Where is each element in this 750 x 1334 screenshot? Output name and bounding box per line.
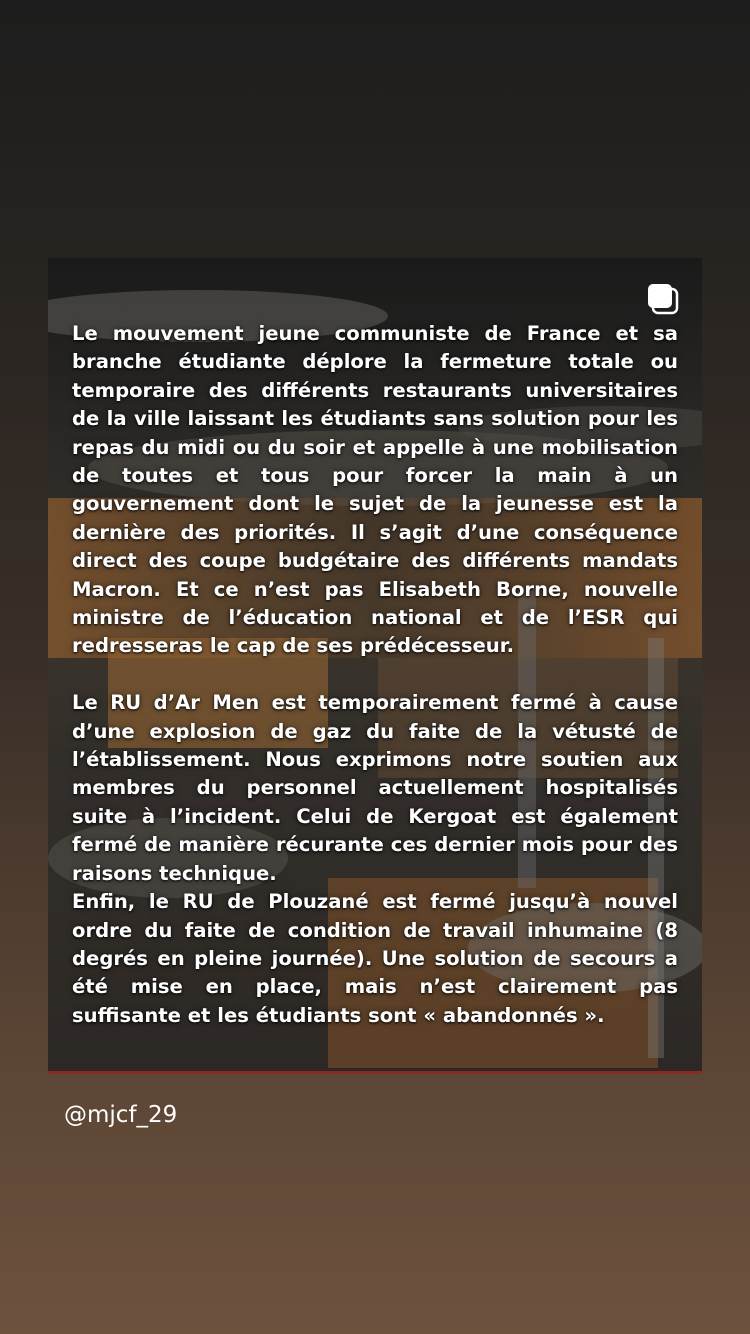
post-paragraph: Le RU d’Ar Men est temporairement fermé à cause d’une explosion de gaz du faite de la vétusté de l’établissement. Nous exprimons notre soutien aux membres du personnel actuellement hospitalisés suite à l’incident. Celui de Kergoat est également fermé de manière récurante ces dernier mois pour des raisons technique. [72, 691, 678, 885]
post-paragraph: Enfin, le RU de Plouzané est fermé jusqu’à nouvel ordre du faite de condition de travail inhumaine (8 degrés en pleine journée). Une solution de secours a été mise en place, mais n’est clairement pas suffisante et les étudiants sont « abandonnés ». [72, 890, 678, 1027]
shared-post-card[interactable] [48, 258, 702, 1074]
mention-sticker[interactable]: @mjcf_29 [64, 1102, 178, 1128]
post-text [72, 320, 678, 1030]
multiple-images-icon [646, 282, 680, 316]
post-paragraph: Le mouvement jeune communiste de France et sa branche étudiante déplore la fermeture totale ou temporaire des différents restaurants universitaires de la ville laissant les étudiants sans solution pour les repas du midi ou du soir et appelle à une mobilisation de toutes et tous pour forcer la main à un gouvernement dont le sujet de la jeunesse est la dernière des priorités. Il s’agit d’une conséquence direct des coupe budgétaire des différents mandats Macron. Et ce n’est pas Elisabeth Borne, nouvelle ministre de l’éducation national et de l’ESR qui redresseras le cap de ses prédécesseur. [72, 322, 678, 658]
